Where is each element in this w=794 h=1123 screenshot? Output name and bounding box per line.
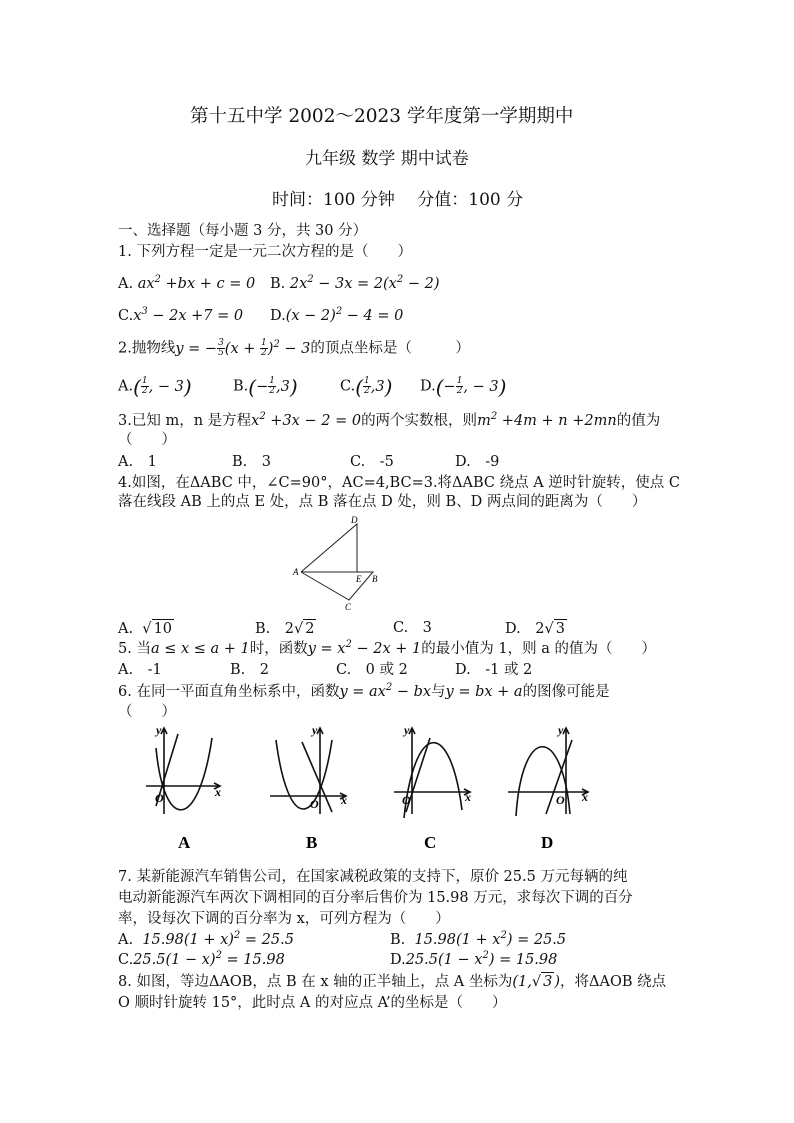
triangle-abc xyxy=(301,572,373,600)
svg-text:x: x xyxy=(341,793,347,807)
svg-text:O: O xyxy=(310,797,319,811)
q6-graph-d xyxy=(504,722,594,852)
q7-option-b: B. $15.98(1 + x^2) = 25.5$ xyxy=(390,930,567,948)
graph-label-c: C xyxy=(424,833,437,852)
q7-stem-line1: 7. 某新能源汽车销售公司，在国家减税政策的支持下，原价 25.5 万元每辆的纯 xyxy=(118,869,628,885)
q8-stem-line1: 8. 如图，等边ΔAOB，点 B 在 x 轴的正半轴上，点 A 坐标为(1,√ 3 )，将ΔAOB 绕点 xyxy=(118,974,667,990)
graph-label-b: B xyxy=(306,833,318,852)
label-c: C xyxy=(345,602,352,612)
q3-stem-line2: （ ） xyxy=(118,432,176,448)
q8-stem-line2: O 顺时针旋转 15°，此时点 A 的对应点 A’的坐标是（ ） xyxy=(118,995,507,1011)
q4-option-a: A. √ 10 xyxy=(118,621,173,637)
q4-stem-line2: 落在线段 AB 上的点 E 处，点 B 落在点 D 处，则 B、D 两点间的距离为（ ） xyxy=(118,494,647,510)
q2-option-c: C.( $\frac{1}{2}$ ,3) xyxy=(340,374,393,399)
svg-text:O: O xyxy=(155,791,164,805)
triangle-ade xyxy=(301,524,357,572)
q2-option-a: A.( $\frac{1}{2}$ , − 3) xyxy=(118,374,192,399)
svg-text:y: y xyxy=(312,723,318,737)
label-a: A xyxy=(293,567,299,577)
svg-text:x: x xyxy=(465,790,471,804)
q2-option-b: B.(− $\frac{1}{2}$ ,3) xyxy=(233,374,298,399)
q7-stem-line2: 电动新能源汽车两次下调相同的百分率后售价为 15.98 万元，求每次下调的百分 xyxy=(118,890,633,906)
q6-graph-c xyxy=(390,722,480,852)
q6-graph-a xyxy=(142,722,232,852)
label-d: D xyxy=(351,515,358,525)
q1-stem: 1. 下列方程一定是一元二次方程的是（ ） xyxy=(118,244,412,260)
q2-option-d: D.(− $\frac{1}{2}$ , − 3) xyxy=(420,374,507,399)
q5-option-d: D. -1 或 2 xyxy=(455,662,533,678)
svg-text:O: O xyxy=(556,793,565,807)
graph-label-a: A xyxy=(178,833,191,852)
label-b: B xyxy=(372,574,378,584)
section-heading: 一、选择题（每小题 3 分，共 30 分） xyxy=(118,223,368,239)
q4-option-d: D. 2√ 3 xyxy=(505,621,565,637)
q7-option-a: A. $15.98(1 + x)^2 = 25.5$ xyxy=(118,930,294,948)
q3-option-d: D. -9 xyxy=(455,454,500,470)
exam-subtitle: 九年级 数学 期中试卷 xyxy=(305,149,469,169)
q1-option-b: B. $2x^2 - 3x = 2(x^2 - 2)$ xyxy=(270,274,440,292)
q4-option-b: B. 2√ 2 xyxy=(255,621,315,637)
svg-text:x: x xyxy=(582,790,588,804)
svg-text:y: y xyxy=(404,723,410,737)
q1-option-a: A. $ax^2 +bx + c = 0$ xyxy=(118,274,256,292)
svg-text:y: y xyxy=(156,723,162,737)
q7-stem-line3: 率，设每次下调的百分率为 x，可列方程为（ ） xyxy=(118,911,450,927)
label-e: E xyxy=(356,574,362,584)
svg-text:x: x xyxy=(215,785,221,799)
q6-graph-b xyxy=(266,722,356,852)
graph-label-d: D xyxy=(541,833,554,852)
q1-option-c: $C.x^3 - 2x +7 = 0$ xyxy=(118,306,244,324)
q5-option-b: B. 2 xyxy=(230,662,269,678)
svg-text:O: O xyxy=(402,793,411,807)
q1-option-d: $D.(x - 2)^2 - 4 = 0$ xyxy=(270,306,404,324)
q6-stem: 6. 在同一平面直角坐标系中，函数$y = ax^2$ − bx与y = bx + a的图像可能是 xyxy=(118,682,610,700)
q4-triangle-figure xyxy=(285,512,385,612)
q3-option-b: B. 3 xyxy=(232,454,271,470)
q3-option-a: A. 1 xyxy=(118,454,157,470)
q3-stem: 3.已知 m，n 是方程$x^2 +3x - 2 = 0$的两个实数根，则$m^2 +4m + n +2mn$的值为 xyxy=(118,411,661,429)
svg-text:y: y xyxy=(558,723,564,737)
q5-option-c: C. 0 或 2 xyxy=(336,662,408,678)
q4-option-c: C. 3 xyxy=(393,620,432,636)
q5-stem: 5. 当a ≤ x ≤ a + 1时，函数$y = x^2 - 2x + 1$的最小值为 1，则 a 的值为（ ） xyxy=(118,639,656,657)
q6-stem-line2: （ ） xyxy=(118,704,176,720)
q4-stem-line1: 4.如图，在ΔABC 中，∠C=90°，AC=4,BC=3.将ΔABC 绕点 A 逆时针旋转，使点 C xyxy=(118,475,681,491)
q7-option-c: $C.25.5(1 - x)^2 = 15.98$ xyxy=(118,950,285,968)
q7-option-d: $D.25.5(1 - x^2) = 15.98$ xyxy=(390,950,558,968)
q2-stem: 2.抛物线y = − $\frac{3}{5}$ (x + $\frac{1}{2}$ )$^2$ − 3的顶点坐标是（ ） xyxy=(118,338,470,358)
q5-option-a: A. -1 xyxy=(118,662,162,678)
q3-option-c: C. -5 xyxy=(350,454,394,470)
exam-title: 第十五中学 2002～2023 学年度第一学期期中 xyxy=(190,106,574,127)
exam-meta: 时间：100 分钟 分值：100 分 xyxy=(272,190,524,210)
